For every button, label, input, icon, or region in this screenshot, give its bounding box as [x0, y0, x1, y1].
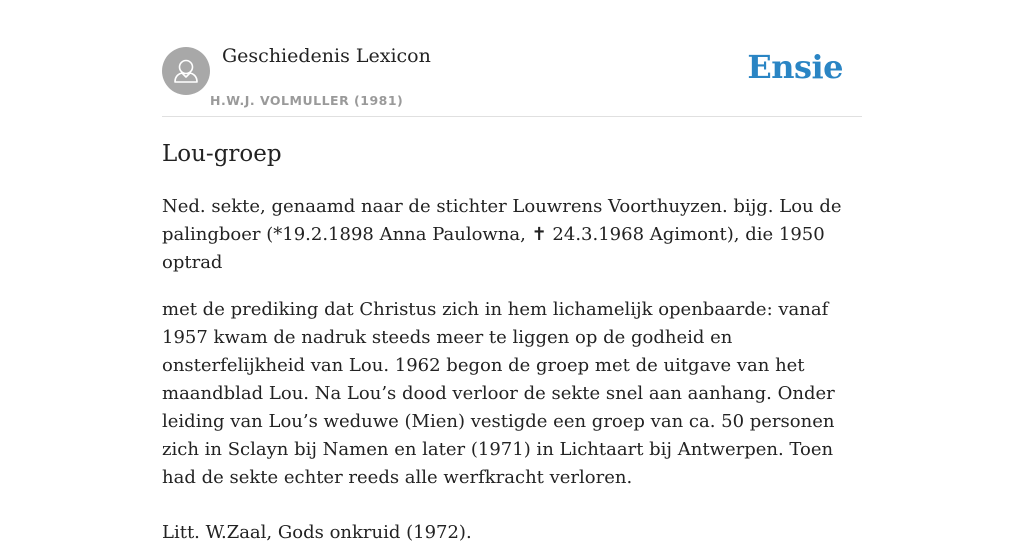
paragraph-intro: Ned. sekte, genaamd naar de stichter Louwrens Voorthuyzen. bijg. Lou de palingboer (*19.2.1898 Anna Paulowna, ✝ 24.3.1968 Agimont), die 1950 optrad [162, 196, 842, 273]
brand-logo[interactable]: Ensie [747, 48, 843, 86]
paragraph-body: met de prediking dat Christus zich in hem lichamelijk openbaarde: vanaf 1957 kwam de nadruk steeds meer te liggen op de godheid en onsterfelijkheid van Lou. 1962 begon de groep met de uitgave van het maandblad Lou. Na Lou’s dood verloor de sekte snel aan aanhang. Onder leiding van Lou’s weduwe (Mien) vestigde een groep van ca. 50 personen zich in Sclayn bij Namen en later (1971) in Lichtaart bij Antwerpen. Toen had de sekte echter reeds alle werfkracht verloren. [162, 299, 835, 488]
source-title[interactable]: Geschiedenis Lexicon [222, 45, 431, 67]
user-placeholder-icon [162, 47, 210, 95]
page-title: Lou-groep [162, 141, 282, 167]
literature-reference: Litt. W.Zaal, Gods onkruid (1972). [162, 522, 472, 543]
avatar[interactable] [162, 47, 210, 95]
article [162, 138, 862, 547]
source-header [162, 40, 862, 117]
author-credit: H.W.J. VOLMULLER (1981) [210, 93, 404, 108]
